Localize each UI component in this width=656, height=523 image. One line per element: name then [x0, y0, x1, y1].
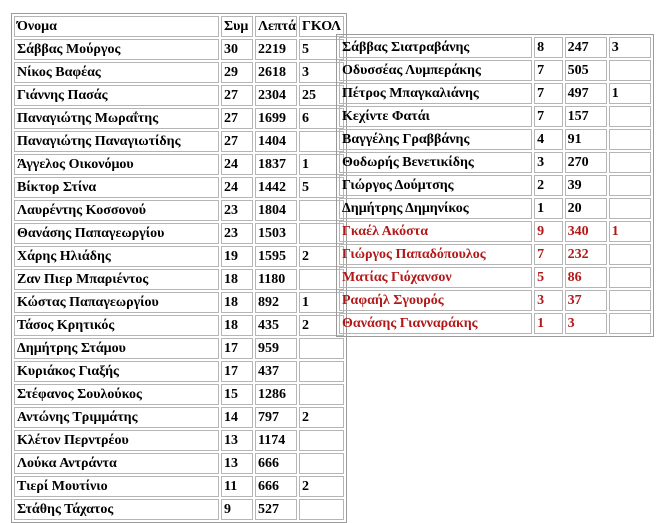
goals-cell — [609, 152, 651, 173]
player-name-cell: Ματίας Γιόχανσον — [339, 267, 532, 288]
minutes-cell: 2618 — [255, 62, 297, 83]
player-name-cell: Νίκος Βαφέας — [14, 62, 219, 83]
apps-cell: 24 — [221, 154, 253, 175]
header-apps: Συμ — [221, 16, 253, 37]
player-name-cell: Θανάσης Γιανναράκης — [339, 313, 532, 334]
player-name-cell: Σάββας Μούργος — [14, 39, 219, 60]
goals-cell: 25 — [299, 85, 344, 106]
apps-cell: 7 — [534, 244, 562, 265]
player-name-cell: Παναγιώτης Μωραΐτης — [14, 108, 219, 129]
minutes-cell: 2219 — [255, 39, 297, 60]
minutes-cell: 1174 — [255, 430, 297, 451]
goals-cell: 1 — [299, 154, 344, 175]
apps-cell: 27 — [221, 85, 253, 106]
apps-cell: 1 — [534, 313, 562, 334]
player-stats-table-left — [11, 13, 347, 523]
apps-cell: 29 — [221, 62, 253, 83]
apps-cell: 17 — [221, 338, 253, 359]
goals-cell: 1 — [609, 221, 651, 242]
apps-cell: 2 — [534, 175, 562, 196]
apps-cell: 13 — [221, 430, 253, 451]
table-row — [14, 384, 344, 405]
goals-cell — [609, 106, 651, 127]
table-row — [14, 131, 344, 152]
apps-cell: 14 — [221, 407, 253, 428]
table-row — [14, 246, 344, 267]
player-name-cell: Αντώνης Τριμμάτης — [14, 407, 219, 428]
minutes-cell: 437 — [255, 361, 297, 382]
player-name-cell: Δημήτρης Δημηνίκος — [339, 198, 532, 219]
table-row — [14, 62, 344, 83]
table-row — [339, 198, 651, 219]
table-row — [339, 244, 651, 265]
goals-cell — [609, 290, 651, 311]
minutes-cell: 1595 — [255, 246, 297, 267]
apps-cell: 7 — [534, 83, 562, 104]
header-minutes: Λεπτά — [255, 16, 297, 37]
table-row — [339, 175, 651, 196]
goals-cell: 3 — [299, 62, 344, 83]
apps-cell: 19 — [221, 246, 253, 267]
table-row — [339, 37, 651, 58]
apps-cell: 15 — [221, 384, 253, 405]
player-name-cell: Κεχίντε Φατάι — [339, 106, 532, 127]
minutes-cell: 86 — [565, 267, 607, 288]
apps-cell: 27 — [221, 131, 253, 152]
apps-cell: 11 — [221, 476, 253, 497]
left-table-body — [14, 39, 344, 520]
right-table-body — [339, 37, 651, 334]
player-name-cell: Στάθης Τάχατος — [14, 499, 219, 520]
goals-cell — [299, 338, 344, 359]
goals-cell — [609, 60, 651, 81]
table-row — [14, 200, 344, 221]
minutes-cell: 1286 — [255, 384, 297, 405]
minutes-cell: 20 — [565, 198, 607, 219]
minutes-cell: 39 — [565, 175, 607, 196]
header-name: Όνομα — [14, 16, 219, 37]
player-name-cell: Κλέτον Περντρέου — [14, 430, 219, 451]
goals-cell — [299, 384, 344, 405]
table-row — [14, 292, 344, 313]
minutes-cell: 270 — [565, 152, 607, 173]
table-row — [14, 407, 344, 428]
minutes-cell: 1837 — [255, 154, 297, 175]
table-row — [339, 152, 651, 173]
player-name-cell: Γκαέλ Ακόστα — [339, 221, 532, 242]
table-row — [339, 83, 651, 104]
minutes-cell: 91 — [565, 129, 607, 150]
apps-cell: 4 — [534, 129, 562, 150]
minutes-cell: 1404 — [255, 131, 297, 152]
minutes-cell: 959 — [255, 338, 297, 359]
table-row — [14, 269, 344, 290]
goals-cell — [609, 198, 651, 219]
apps-cell: 3 — [534, 290, 562, 311]
player-name-cell: Κυριάκος Γιαξής — [14, 361, 219, 382]
apps-cell: 13 — [221, 453, 253, 474]
table-row — [14, 453, 344, 474]
minutes-cell: 247 — [565, 37, 607, 58]
table-row — [14, 338, 344, 359]
table-row — [14, 108, 344, 129]
goals-cell — [299, 361, 344, 382]
table-row — [14, 361, 344, 382]
player-name-cell: Πέτρος Μπαγκαλιάνης — [339, 83, 532, 104]
apps-cell: 23 — [221, 200, 253, 221]
goals-cell: 3 — [609, 37, 651, 58]
apps-cell: 8 — [534, 37, 562, 58]
apps-cell: 30 — [221, 39, 253, 60]
apps-cell: 18 — [221, 315, 253, 336]
goals-cell — [299, 453, 344, 474]
goals-cell — [299, 430, 344, 451]
minutes-cell: 2304 — [255, 85, 297, 106]
minutes-cell: 497 — [565, 83, 607, 104]
apps-cell: 17 — [221, 361, 253, 382]
apps-cell: 3 — [534, 152, 562, 173]
player-name-cell: Λούκα Αντράντα — [14, 453, 219, 474]
table-row — [14, 154, 344, 175]
apps-cell: 9 — [534, 221, 562, 242]
apps-cell: 27 — [221, 108, 253, 129]
minutes-cell: 1503 — [255, 223, 297, 244]
player-name-cell: Λαυρέντης Κοσσονού — [14, 200, 219, 221]
minutes-cell: 435 — [255, 315, 297, 336]
goals-cell — [609, 267, 651, 288]
table-row — [339, 267, 651, 288]
apps-cell: 5 — [534, 267, 562, 288]
minutes-cell: 1804 — [255, 200, 297, 221]
table-row — [14, 476, 344, 497]
table-row — [339, 106, 651, 127]
table-row — [14, 85, 344, 106]
goals-cell: 5 — [299, 39, 344, 60]
player-name-cell: Τάσος Κρητικός — [14, 315, 219, 336]
table-row — [339, 221, 651, 242]
minutes-cell: 666 — [255, 453, 297, 474]
goals-cell — [609, 175, 651, 196]
goals-cell — [609, 244, 651, 265]
goals-cell: 1 — [609, 83, 651, 104]
player-name-cell: Τιερί Μουτίνιο — [14, 476, 219, 497]
goals-cell: 1 — [299, 292, 344, 313]
player-name-cell: Παναγιώτης Παναγιωτίδης — [14, 131, 219, 152]
table-row — [339, 313, 651, 334]
player-name-cell: Γιώργος Παπαδόπουλος — [339, 244, 532, 265]
player-name-cell: Οδυσσέας Λυμπεράκης — [339, 60, 532, 81]
minutes-cell: 527 — [255, 499, 297, 520]
minutes-cell: 340 — [565, 221, 607, 242]
player-name-cell: Δημήτρης Στάμου — [14, 338, 219, 359]
table-row — [14, 177, 344, 198]
table-row — [339, 60, 651, 81]
table-row — [14, 223, 344, 244]
header-goals: ΓΚΟΛ — [299, 16, 344, 37]
goals-cell: 2 — [299, 476, 344, 497]
player-stats-table-right — [336, 34, 654, 337]
goals-cell: 2 — [299, 315, 344, 336]
minutes-cell: 1180 — [255, 269, 297, 290]
minutes-cell: 232 — [565, 244, 607, 265]
table-row — [339, 290, 651, 311]
minutes-cell: 1699 — [255, 108, 297, 129]
apps-cell: 18 — [221, 269, 253, 290]
goals-cell: 2 — [299, 407, 344, 428]
header-row — [14, 16, 344, 37]
apps-cell: 24 — [221, 177, 253, 198]
minutes-cell: 1442 — [255, 177, 297, 198]
goals-cell — [609, 313, 651, 334]
player-name-cell: Σάββας Σιατραβάνης — [339, 37, 532, 58]
player-name-cell: Στέφανος Σουλούκος — [14, 384, 219, 405]
goals-cell: 5 — [299, 177, 344, 198]
goals-cell: 6 — [299, 108, 344, 129]
apps-cell: 23 — [221, 223, 253, 244]
minutes-cell: 892 — [255, 292, 297, 313]
minutes-cell: 3 — [565, 313, 607, 334]
goals-cell — [609, 129, 651, 150]
player-name-cell: Ζαν Πιερ Μπαριέντος — [14, 269, 219, 290]
minutes-cell: 505 — [565, 60, 607, 81]
player-name-cell: Βίκτορ Στίνα — [14, 177, 219, 198]
player-name-cell: Θοδωρής Βενετικίδης — [339, 152, 532, 173]
player-name-cell: Θανάσης Παπαγεωργίου — [14, 223, 219, 244]
player-name-cell: Βαγγέλης Γραββάνης — [339, 129, 532, 150]
goals-cell: 2 — [299, 246, 344, 267]
table-row — [339, 129, 651, 150]
apps-cell: 7 — [534, 60, 562, 81]
minutes-cell: 37 — [565, 290, 607, 311]
player-name-cell: Χάρης Ηλιάδης — [14, 246, 219, 267]
apps-cell: 18 — [221, 292, 253, 313]
table-row — [14, 430, 344, 451]
player-name-cell: Γιώργος Δούμτσης — [339, 175, 532, 196]
apps-cell: 9 — [221, 499, 253, 520]
table-row — [14, 315, 344, 336]
apps-cell: 1 — [534, 198, 562, 219]
player-name-cell: Ραφαήλ Σγουρός — [339, 290, 532, 311]
table-row — [14, 39, 344, 60]
player-name-cell: Άγγελος Οικονόμου — [14, 154, 219, 175]
apps-cell: 7 — [534, 106, 562, 127]
player-name-cell: Κώστας Παπαγεωργίου — [14, 292, 219, 313]
player-name-cell: Γιάννης Πασάς — [14, 85, 219, 106]
minutes-cell: 157 — [565, 106, 607, 127]
minutes-cell: 666 — [255, 476, 297, 497]
minutes-cell: 797 — [255, 407, 297, 428]
